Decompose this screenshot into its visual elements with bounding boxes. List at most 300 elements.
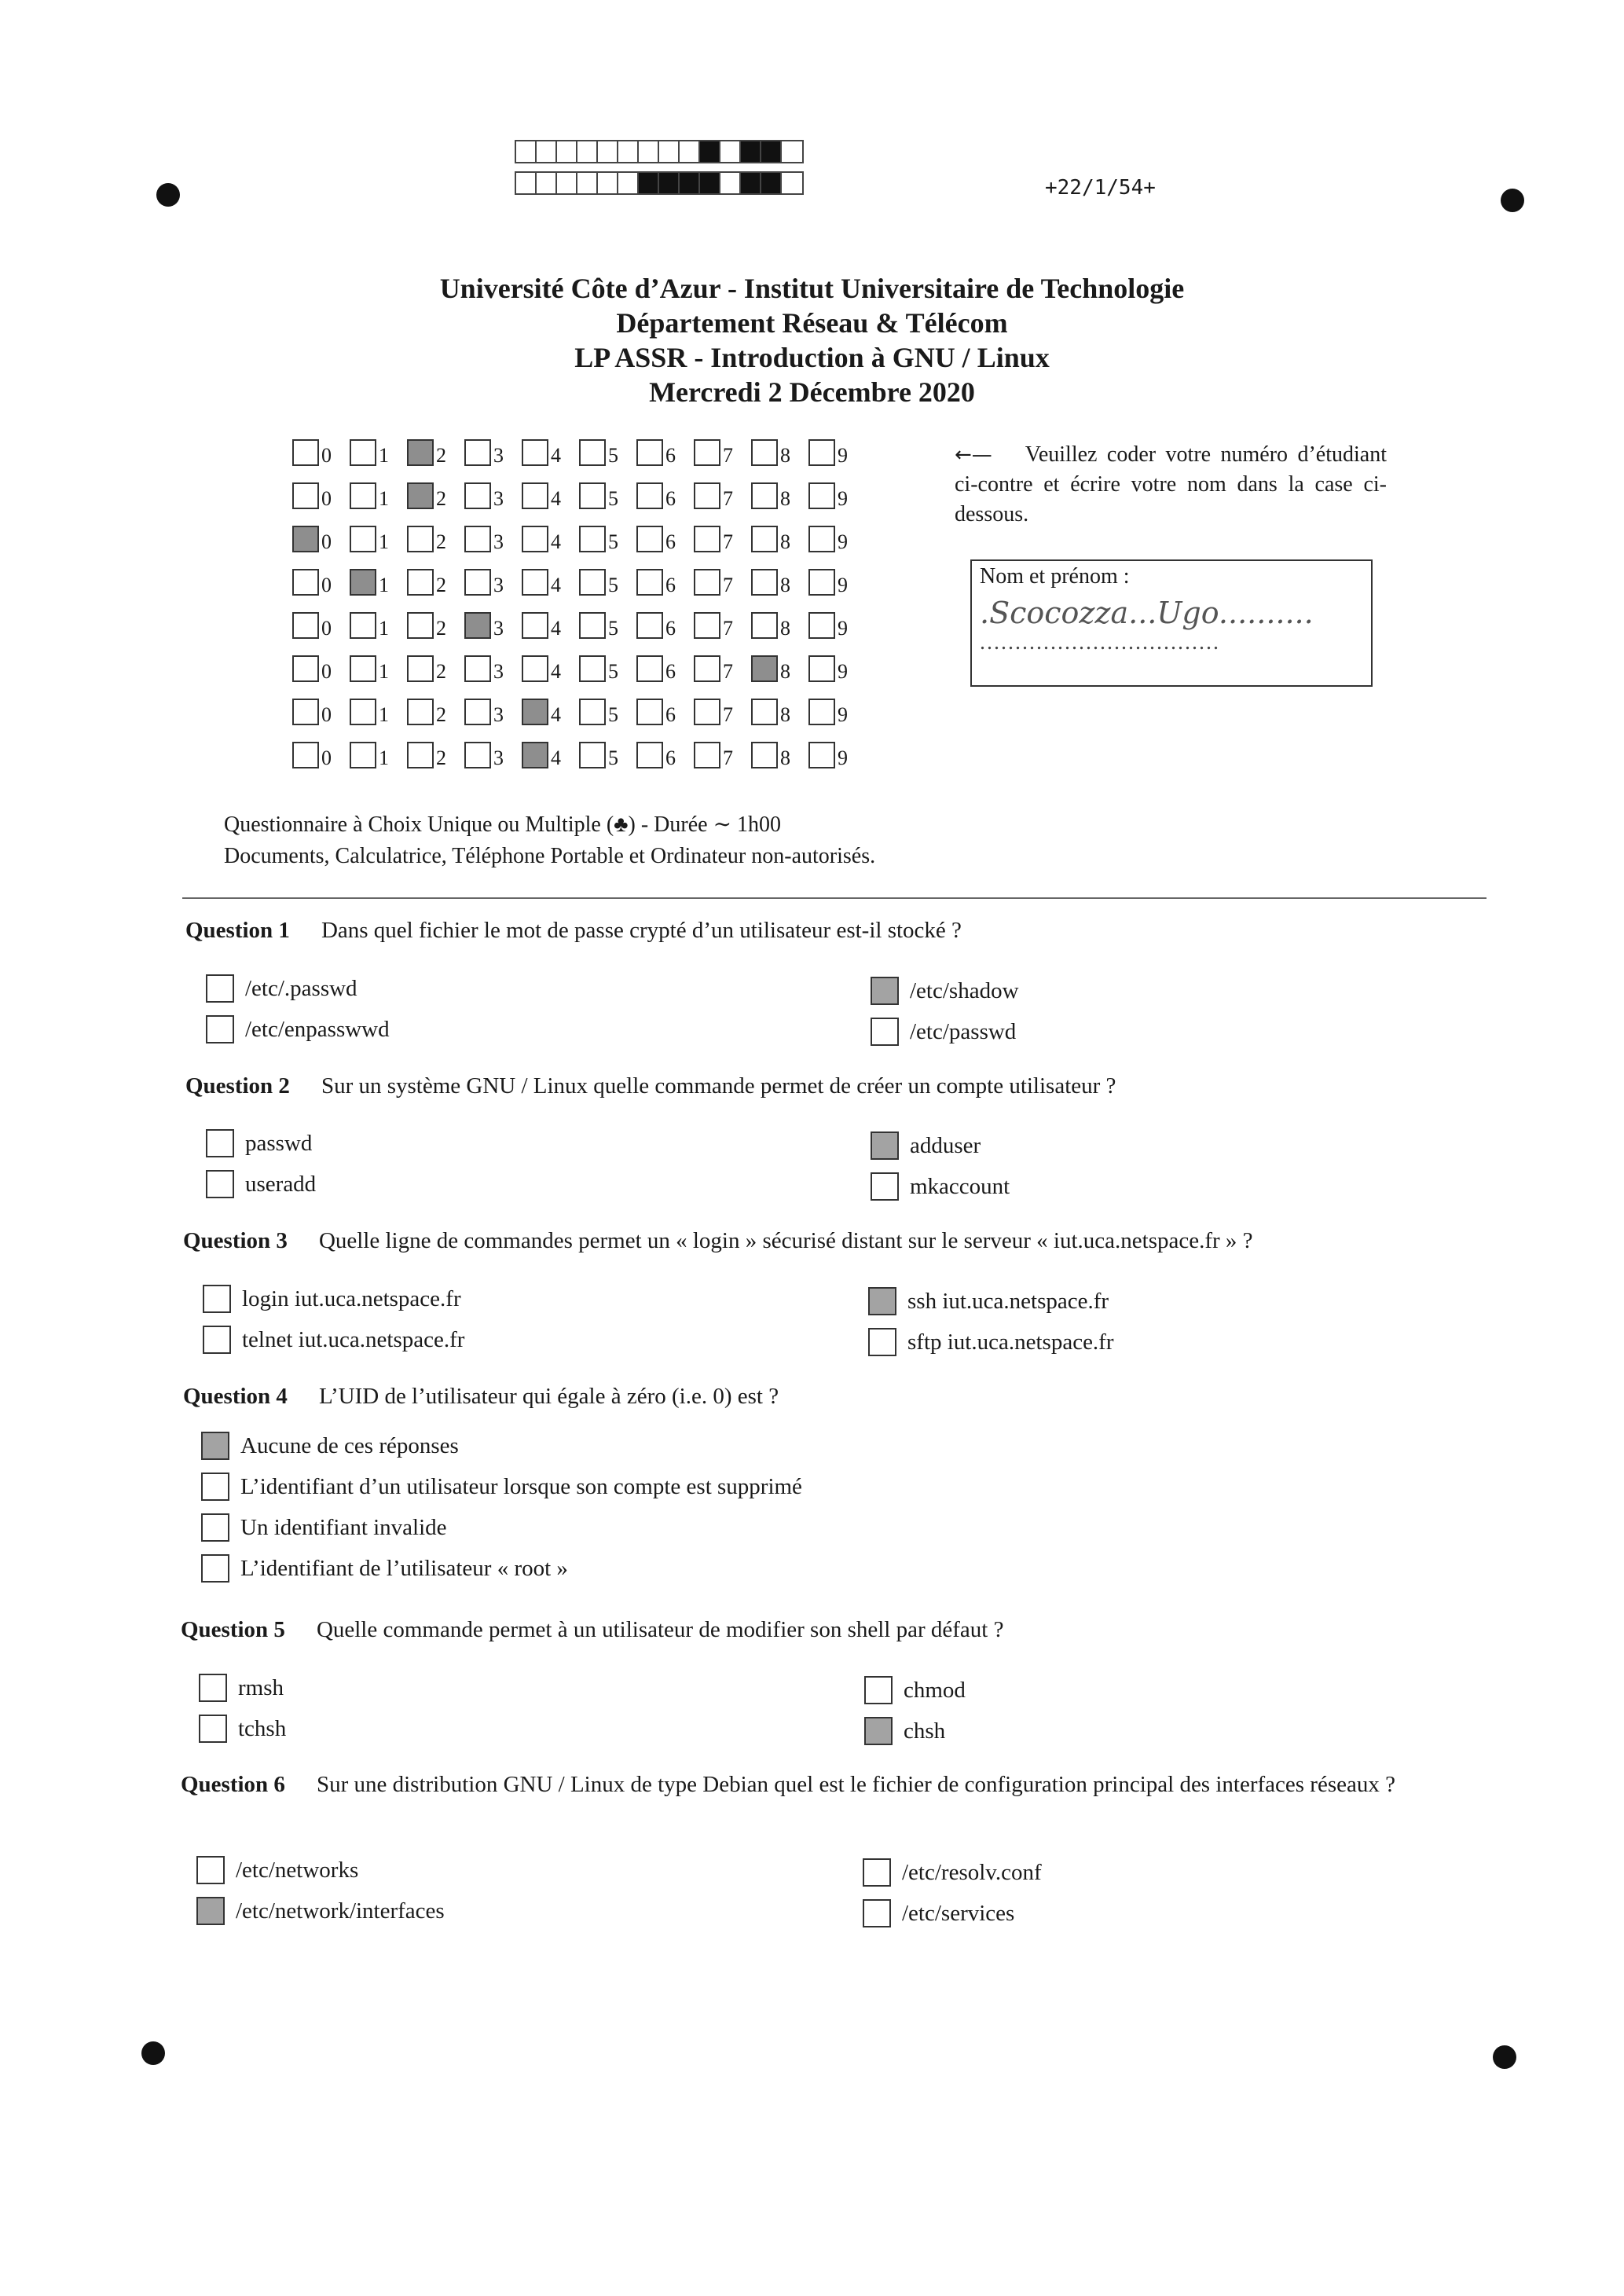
digit-checkbox[interactable] xyxy=(636,612,663,639)
answer-checkbox[interactable] xyxy=(206,1170,234,1198)
answer-option[interactable] xyxy=(203,1285,461,1313)
digit-label: 2 xyxy=(436,444,446,467)
grid-cell xyxy=(407,652,464,682)
digit-label: 2 xyxy=(436,746,446,769)
digit-label: 1 xyxy=(379,703,389,726)
digit-label: 6 xyxy=(665,444,676,467)
answer-option[interactable] xyxy=(201,1554,568,1583)
instructions xyxy=(955,440,1387,530)
digit-checkbox[interactable] xyxy=(292,482,319,509)
question-text: Sur un système GNU / Linux quelle commande permet de créer un compte utilisateur ? xyxy=(321,1073,1116,1098)
grid-cell xyxy=(579,739,636,768)
digit-checkbox[interactable] xyxy=(694,569,720,596)
answer-checkbox[interactable] xyxy=(863,1899,891,1927)
page-id: +22/1/54+ xyxy=(1045,176,1156,200)
digit-label: 0 xyxy=(321,530,332,553)
answer-checkbox[interactable] xyxy=(871,977,899,1005)
digit-label: 1 xyxy=(379,746,389,769)
digit-checkbox[interactable] xyxy=(579,526,606,552)
barcode-row-2-cell xyxy=(680,173,700,193)
answer-option[interactable] xyxy=(196,1897,445,1925)
digit-label: 9 xyxy=(838,703,848,726)
exam-info xyxy=(224,809,875,872)
grid-cell xyxy=(694,523,751,552)
grid-row xyxy=(292,523,866,552)
answer-checkbox[interactable] xyxy=(871,1018,899,1046)
handwritten-name: .Scocozza...Ugo.......... xyxy=(980,596,1314,630)
digit-checkbox[interactable] xyxy=(350,569,376,596)
digit-label: 9 xyxy=(838,660,848,683)
barcode-row-2-cell xyxy=(598,173,618,193)
digit-label: 8 xyxy=(780,703,790,726)
digit-checkbox[interactable] xyxy=(751,482,778,509)
digit-checkbox[interactable] xyxy=(464,526,491,552)
barcode-row-2-cell xyxy=(761,173,782,193)
digit-checkbox[interactable] xyxy=(636,742,663,768)
grid-cell xyxy=(350,436,407,466)
digit-label: 2 xyxy=(436,703,446,726)
answer-option[interactable] xyxy=(864,1717,945,1745)
digit-checkbox[interactable] xyxy=(636,526,663,552)
answer-checkbox[interactable] xyxy=(201,1554,229,1583)
answer-checkbox[interactable] xyxy=(871,1172,899,1201)
digit-checkbox[interactable] xyxy=(694,699,720,725)
barcode-row-1-cell xyxy=(516,141,537,162)
header-university: Université Côte d’Azur - Institut Universitaire de Technologie xyxy=(439,273,1185,304)
answer-text: L’identifiant de l’utilisateur « root » xyxy=(240,1555,568,1581)
answer-text: chmod xyxy=(904,1677,966,1703)
grid-cell xyxy=(579,479,636,509)
digit-checkbox[interactable] xyxy=(292,526,319,552)
answer-checkbox[interactable] xyxy=(864,1676,893,1704)
grid-cell xyxy=(579,436,636,466)
answer-text: telnet iut.uca.netspace.fr xyxy=(242,1326,465,1352)
barcode-row-2 xyxy=(515,171,804,195)
answer-checkbox[interactable] xyxy=(201,1513,229,1542)
answer-option[interactable] xyxy=(206,974,357,1003)
digit-checkbox[interactable] xyxy=(522,655,548,682)
digit-checkbox[interactable] xyxy=(694,742,720,768)
digit-label: 9 xyxy=(838,746,848,769)
grid-cell xyxy=(464,523,522,552)
digit-checkbox[interactable] xyxy=(751,655,778,682)
question-label: Question 4 xyxy=(183,1384,288,1409)
digit-label: 7 xyxy=(723,660,733,683)
digit-checkbox[interactable] xyxy=(808,742,835,768)
digit-checkbox[interactable] xyxy=(350,439,376,466)
answer-text: sftp iut.uca.netspace.fr xyxy=(907,1329,1114,1355)
answer-option[interactable] xyxy=(871,1131,981,1160)
digit-label: 2 xyxy=(436,660,446,683)
digit-label: 4 xyxy=(551,660,561,683)
digit-label: 1 xyxy=(379,487,389,510)
digit-checkbox[interactable] xyxy=(292,655,319,682)
answer-text: Un identifiant invalide xyxy=(240,1514,447,1540)
grid-cell xyxy=(636,479,694,509)
digit-checkbox[interactable] xyxy=(808,526,835,552)
digit-checkbox[interactable] xyxy=(694,612,720,639)
digit-label: 4 xyxy=(551,703,561,726)
header-course: LP ASSR - Introduction à GNU / Linux xyxy=(574,342,1050,373)
grid-cell xyxy=(694,479,751,509)
digit-label: 9 xyxy=(838,530,848,553)
digit-label: 1 xyxy=(379,530,389,553)
grid-cell xyxy=(751,739,808,768)
question-label: Question 5 xyxy=(181,1617,285,1642)
answer-text: adduser xyxy=(910,1132,981,1158)
grid-cell xyxy=(522,609,579,639)
digit-label: 3 xyxy=(493,574,504,596)
grid-cell xyxy=(808,609,866,639)
grid-cell xyxy=(636,739,694,768)
grid-cell xyxy=(694,566,751,596)
digit-checkbox[interactable] xyxy=(694,482,720,509)
grid-cell xyxy=(808,436,866,466)
grid-cell xyxy=(522,523,579,552)
name-field[interactable] xyxy=(970,559,1373,687)
digit-checkbox[interactable] xyxy=(522,526,548,552)
answer-checkbox[interactable] xyxy=(199,1674,227,1702)
digit-checkbox[interactable] xyxy=(350,655,376,682)
digit-checkbox[interactable] xyxy=(292,742,319,768)
digit-label: 7 xyxy=(723,487,733,510)
grid-cell xyxy=(350,479,407,509)
answer-checkbox[interactable] xyxy=(206,1129,234,1157)
answer-option[interactable] xyxy=(871,1172,1010,1201)
barcode-row-2-cell xyxy=(577,173,598,193)
digit-checkbox[interactable] xyxy=(350,482,376,509)
grid-cell xyxy=(751,436,808,466)
answer-option[interactable] xyxy=(203,1326,464,1354)
grid-cell xyxy=(350,652,407,682)
digit-checkbox[interactable] xyxy=(808,482,835,509)
grid-cell xyxy=(464,739,522,768)
grid-cell xyxy=(808,739,866,768)
digit-checkbox[interactable] xyxy=(522,742,548,768)
digit-label: 8 xyxy=(780,660,790,683)
digit-checkbox[interactable] xyxy=(808,569,835,596)
grid-cell xyxy=(350,566,407,596)
digit-label: 0 xyxy=(321,617,332,640)
registration-mark-bottom-right xyxy=(1493,2045,1516,2069)
digit-checkbox[interactable] xyxy=(350,612,376,639)
grid-cell xyxy=(292,566,350,596)
answer-option[interactable] xyxy=(868,1328,1114,1356)
digit-checkbox[interactable] xyxy=(579,439,606,466)
answer-text: passwd xyxy=(245,1130,313,1156)
digit-label: 7 xyxy=(723,444,733,467)
digit-label: 6 xyxy=(665,487,676,510)
digit-checkbox[interactable] xyxy=(579,699,606,725)
exam-info-duration: Questionnaire à Choix Unique ou Multiple (♣) - Durée ∼ 1h00 xyxy=(224,812,782,837)
grid-cell xyxy=(694,695,751,725)
barcode-row-1-cell xyxy=(598,141,618,162)
grid-cell xyxy=(636,609,694,639)
digit-label: 6 xyxy=(665,746,676,769)
digit-checkbox[interactable] xyxy=(407,612,434,639)
answer-text: chsh xyxy=(904,1718,946,1744)
digit-checkbox[interactable] xyxy=(808,439,835,466)
digit-checkbox[interactable] xyxy=(350,742,376,768)
answer-checkbox[interactable] xyxy=(201,1432,229,1460)
digit-checkbox[interactable] xyxy=(579,612,606,639)
digit-checkbox[interactable] xyxy=(694,526,720,552)
digit-checkbox[interactable] xyxy=(292,439,319,466)
grid-cell xyxy=(522,436,579,466)
barcode-row-1-cell xyxy=(618,141,639,162)
grid-row xyxy=(292,436,866,466)
grid-cell xyxy=(579,523,636,552)
grid-cell xyxy=(292,739,350,768)
grid-cell xyxy=(407,566,464,596)
answer-option[interactable] xyxy=(871,977,1019,1005)
answer-checkbox[interactable] xyxy=(203,1285,231,1313)
digit-checkbox[interactable] xyxy=(808,699,835,725)
grid-cell xyxy=(407,739,464,768)
grid-cell xyxy=(636,436,694,466)
digit-checkbox[interactable] xyxy=(751,439,778,466)
answer-checkbox[interactable] xyxy=(868,1328,896,1356)
digit-checkbox[interactable] xyxy=(694,439,720,466)
digit-label: 9 xyxy=(838,444,848,467)
answer-text: Aucune de ces réponses xyxy=(240,1432,459,1458)
digit-checkbox[interactable] xyxy=(292,699,319,725)
answer-text: L’identifiant d’un utilisateur lorsque son compte est supprimé xyxy=(240,1473,802,1499)
digit-checkbox[interactable] xyxy=(808,612,835,639)
digit-checkbox[interactable] xyxy=(636,439,663,466)
digit-checkbox[interactable] xyxy=(407,482,434,509)
digit-checkbox[interactable] xyxy=(292,612,319,639)
answer-checkbox[interactable] xyxy=(196,1856,225,1884)
barcode-row-2-cell xyxy=(639,173,659,193)
question-4 xyxy=(183,1381,1487,1411)
answer-text: /etc/.passwd xyxy=(245,975,357,1001)
answer-checkbox[interactable] xyxy=(868,1287,896,1315)
barcode-row-2-cell xyxy=(700,173,720,193)
digit-label: 1 xyxy=(379,574,389,596)
answer-checkbox[interactable] xyxy=(196,1897,225,1925)
barcode-row-1-cell xyxy=(537,141,557,162)
grid-cell xyxy=(522,695,579,725)
barcode-row-1-cell xyxy=(577,141,598,162)
barcode-row-1-cell xyxy=(700,141,720,162)
grid-cell xyxy=(579,609,636,639)
digit-label: 4 xyxy=(551,574,561,596)
digit-checkbox[interactable] xyxy=(808,655,835,682)
answer-option[interactable] xyxy=(201,1432,459,1460)
digit-label: 6 xyxy=(665,574,676,596)
grid-cell xyxy=(292,436,350,466)
answer-option[interactable] xyxy=(206,1129,312,1157)
answer-text: tchsh xyxy=(238,1715,287,1741)
digit-label: 2 xyxy=(436,530,446,553)
digit-checkbox[interactable] xyxy=(636,699,663,725)
answer-checkbox[interactable] xyxy=(206,1015,234,1043)
digit-checkbox[interactable] xyxy=(464,655,491,682)
digit-label: 5 xyxy=(608,660,618,683)
digit-checkbox[interactable] xyxy=(522,482,548,509)
digit-checkbox[interactable] xyxy=(751,569,778,596)
digit-label: 4 xyxy=(551,617,561,640)
grid-cell xyxy=(808,566,866,596)
answer-checkbox[interactable] xyxy=(199,1715,227,1743)
digit-checkbox[interactable] xyxy=(751,526,778,552)
digit-checkbox[interactable] xyxy=(636,569,663,596)
digit-label: 5 xyxy=(608,444,618,467)
answer-option[interactable] xyxy=(201,1473,802,1501)
digit-checkbox[interactable] xyxy=(579,655,606,682)
answer-option[interactable] xyxy=(199,1715,286,1743)
digit-checkbox[interactable] xyxy=(579,569,606,596)
answer-text: /etc/services xyxy=(902,1900,1015,1926)
grid-cell xyxy=(464,436,522,466)
grid-cell xyxy=(694,652,751,682)
registration-mark-top-left xyxy=(156,183,180,207)
digit-label: 3 xyxy=(493,703,504,726)
digit-checkbox[interactable] xyxy=(464,482,491,509)
digit-label: 4 xyxy=(551,487,561,510)
digit-checkbox[interactable] xyxy=(464,742,491,768)
grid-cell xyxy=(636,566,694,596)
digit-checkbox[interactable] xyxy=(751,699,778,725)
digit-checkbox[interactable] xyxy=(694,655,720,682)
digit-checkbox[interactable] xyxy=(636,482,663,509)
answer-option[interactable] xyxy=(206,1170,316,1198)
digit-checkbox[interactable] xyxy=(292,569,319,596)
digit-label: 6 xyxy=(665,660,676,683)
barcode-row-1-cell xyxy=(782,141,802,162)
answer-option[interactable] xyxy=(206,1015,390,1043)
barcode-row-1-cell xyxy=(741,141,761,162)
left-arrow-icon: ←— xyxy=(955,443,992,467)
digit-label: 3 xyxy=(493,444,504,467)
grid-cell xyxy=(464,652,522,682)
digit-checkbox[interactable] xyxy=(636,655,663,682)
digit-label: 4 xyxy=(551,746,561,769)
answer-text: /etc/shadow xyxy=(910,977,1019,1003)
grid-cell xyxy=(522,479,579,509)
barcode-row-2-cell xyxy=(659,173,680,193)
digit-label: 6 xyxy=(665,617,676,640)
answer-checkbox[interactable] xyxy=(864,1717,893,1745)
header-date: Mercredi 2 Décembre 2020 xyxy=(649,376,975,408)
grid-cell xyxy=(522,739,579,768)
digit-checkbox[interactable] xyxy=(522,699,548,725)
answer-text: /etc/passwd xyxy=(910,1018,1017,1044)
digit-checkbox[interactable] xyxy=(464,569,491,596)
grid-cell xyxy=(292,609,350,639)
answer-text: /etc/resolv.conf xyxy=(902,1859,1042,1885)
digit-checkbox[interactable] xyxy=(522,612,548,639)
student-number-grid xyxy=(292,436,866,782)
digit-checkbox[interactable] xyxy=(522,439,548,466)
grid-cell xyxy=(808,479,866,509)
digit-checkbox[interactable] xyxy=(407,569,434,596)
barcode-row-1-cell xyxy=(557,141,577,162)
digit-checkbox[interactable] xyxy=(464,439,491,466)
digit-checkbox[interactable] xyxy=(407,699,434,725)
grid-row xyxy=(292,652,866,682)
digit-checkbox[interactable] xyxy=(407,655,434,682)
digit-checkbox[interactable] xyxy=(464,612,491,639)
digit-label: 3 xyxy=(493,487,504,510)
instructions-text: Veuillez coder votre numéro d’étudiant ci-contre et écrire votre nom dans la case ci-dessous. xyxy=(955,442,1387,526)
grid-cell xyxy=(579,566,636,596)
grid-row xyxy=(292,479,866,509)
digit-label: 8 xyxy=(780,617,790,640)
grid-cell xyxy=(808,695,866,725)
digit-checkbox[interactable] xyxy=(522,569,548,596)
question-label: Question 1 xyxy=(185,918,290,943)
answer-option[interactable] xyxy=(868,1287,1109,1315)
answer-option[interactable] xyxy=(196,1856,358,1884)
barcode-row-2-cell xyxy=(782,173,802,193)
grid-cell xyxy=(522,652,579,682)
digit-checkbox[interactable] xyxy=(407,439,434,466)
answer-checkbox[interactable] xyxy=(206,974,234,1003)
digit-checkbox[interactable] xyxy=(464,699,491,725)
grid-cell xyxy=(292,523,350,552)
digit-checkbox[interactable] xyxy=(407,526,434,552)
digit-checkbox[interactable] xyxy=(579,742,606,768)
answer-checkbox[interactable] xyxy=(201,1473,229,1501)
digit-checkbox[interactable] xyxy=(407,742,434,768)
digit-checkbox[interactable] xyxy=(579,482,606,509)
grid-cell xyxy=(694,739,751,768)
digit-label: 7 xyxy=(723,746,733,769)
grid-cell xyxy=(522,566,579,596)
question-text: L’UID de l’utilisateur qui égale à zéro (i.e. 0) est ? xyxy=(318,1384,779,1409)
digit-label: 3 xyxy=(493,617,504,640)
answer-checkbox[interactable] xyxy=(203,1326,231,1354)
answer-option[interactable] xyxy=(201,1513,447,1542)
digit-checkbox[interactable] xyxy=(751,612,778,639)
answer-text: login iut.uca.netspace.fr xyxy=(242,1286,461,1311)
grid-cell xyxy=(407,695,464,725)
answer-option[interactable] xyxy=(864,1676,966,1704)
digit-checkbox[interactable] xyxy=(751,742,778,768)
digit-label: 8 xyxy=(780,746,790,769)
answer-text: /etc/networks xyxy=(236,1857,359,1883)
digit-label: 3 xyxy=(493,660,504,683)
digit-label: 0 xyxy=(321,746,332,769)
grid-cell xyxy=(350,609,407,639)
answer-checkbox[interactable] xyxy=(871,1131,899,1160)
grid-row xyxy=(292,609,866,639)
divider xyxy=(182,897,1487,899)
digit-label: 7 xyxy=(723,617,733,640)
grid-cell xyxy=(464,479,522,509)
question-2 xyxy=(185,1071,1487,1101)
answer-option[interactable] xyxy=(871,1018,1016,1046)
grid-cell xyxy=(464,695,522,725)
barcode-row-1-cell xyxy=(720,141,741,162)
digit-label: 2 xyxy=(436,574,446,596)
grid-cell xyxy=(808,523,866,552)
answer-option[interactable] xyxy=(863,1899,1014,1927)
digit-checkbox[interactable] xyxy=(350,526,376,552)
grid-cell xyxy=(808,652,866,682)
digit-label: 5 xyxy=(608,487,618,510)
question-text: Quelle commande permet à un utilisateur de modifier son shell par défaut ? xyxy=(316,1617,1004,1642)
answer-checkbox[interactable] xyxy=(863,1858,891,1887)
digit-label: 7 xyxy=(723,574,733,596)
answer-option[interactable] xyxy=(863,1858,1042,1887)
answer-option[interactable] xyxy=(199,1674,284,1702)
question-text: Quelle ligne de commandes permet un « login » sécurisé distant sur le serveur « iut.uca.netspace.fr » ? xyxy=(318,1228,1253,1253)
digit-checkbox[interactable] xyxy=(350,699,376,725)
grid-cell xyxy=(636,652,694,682)
